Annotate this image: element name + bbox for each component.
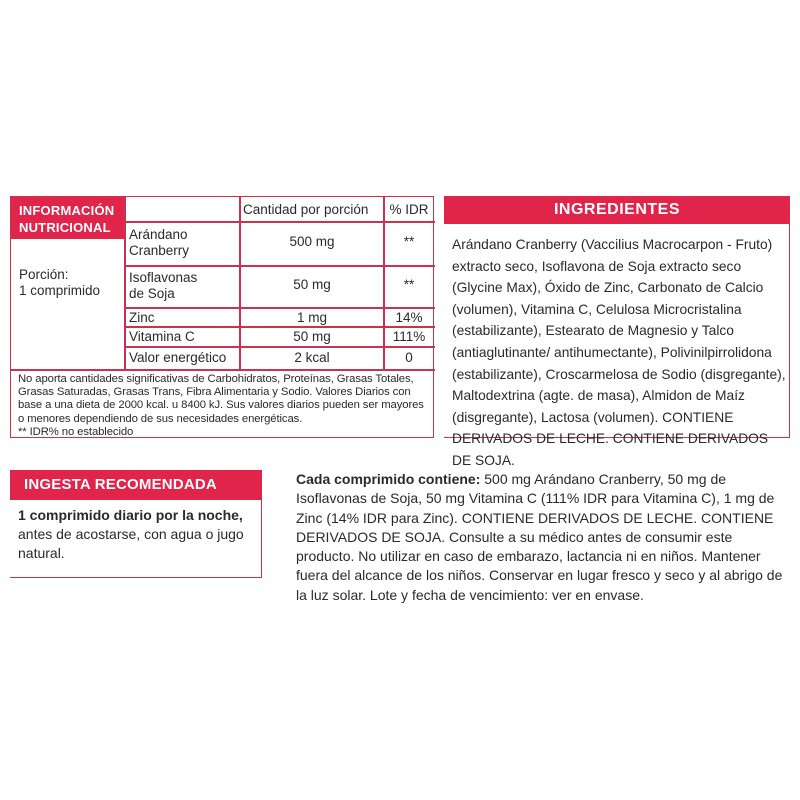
ingesta-title: INGESTA RECOMENDADA bbox=[10, 470, 262, 500]
portion-label: Porción: bbox=[19, 267, 69, 282]
divider bbox=[11, 369, 435, 371]
divider bbox=[124, 265, 435, 267]
column-header-cantidad: Cantidad por porción bbox=[243, 202, 369, 217]
nutrient-amount: 500 mg bbox=[289, 234, 335, 249]
composition-text bbox=[296, 470, 792, 605]
nutrient-name: Zinc bbox=[129, 310, 155, 325]
ingredients-title: INGREDIENTES bbox=[444, 196, 790, 224]
divider bbox=[124, 326, 435, 328]
divider bbox=[124, 307, 435, 309]
nutrient-amount: 2 kcal bbox=[294, 350, 330, 365]
nutrient-name: Valor energético bbox=[129, 350, 227, 365]
nutrition-header bbox=[11, 197, 124, 239]
nutrient-name: Isoflavonas bbox=[129, 270, 198, 285]
nutrient-name: Arándano bbox=[129, 227, 188, 242]
nutrition-footnote bbox=[18, 373, 430, 439]
nutrient-name: de Soja bbox=[129, 286, 175, 301]
nutrient-idr: ** bbox=[403, 234, 415, 249]
column-header-idr: % IDR bbox=[389, 202, 429, 217]
nutrient-idr: ** bbox=[403, 277, 415, 292]
ingesta-bold-text: 1 comprimido diario por la noche, bbox=[18, 507, 243, 523]
nutrient-idr: 0 bbox=[405, 350, 413, 365]
divider bbox=[124, 197, 126, 369]
nutrient-amount: 50 mg bbox=[293, 277, 331, 292]
portion-value: 1 comprimido bbox=[19, 283, 101, 298]
footnote-idr: ** IDR% no establecido bbox=[18, 425, 134, 438]
ingredients-text: Arándano Cranberry (Vaccilius Macrocarpon - Fruto) extracto seco, Isoflavona de Soja extracto seco (Glycine Max), Óxido de Zinc, Carbonato de Calcio (volumen), Vitamina C, Celulosa Microcristalina (estabilizante), Estearato de Magnesio y Talco (antiaglutinante/ antihumectante), Polivinilpirrolidona (estabilizante), Croscarmelosa de Sodio (disgregante), Maltodextrina (agte. de masa), Almidon de Maíz (disgregante), Lactosa (volumen). CONTIENE DERIVADOS DE LECHE. CONTIENE DERIVADOS DE SOJA. bbox=[452, 237, 786, 468]
composition-bold-text: Cada comprimido contiene: bbox=[296, 471, 481, 487]
ingesta-body-text: antes de acostarse, con agua o jugo natural. bbox=[18, 526, 244, 561]
divider bbox=[124, 346, 435, 348]
footnote-text: No aporta cantidades significativas de Carbohidratos, Proteínas, Grasas Totales, Grasas Saturadas, Grasas Trans, Fibra Alimentaria y Sodio. Valores Diarios con base a una dieta de 2000 kcal. u 8400 kJ. Sus valores diarios pueden ser mayores o menores dependiendo de sus necesidades energéticas. bbox=[18, 373, 424, 425]
nutrient-amount: 1 mg bbox=[296, 310, 327, 325]
nutrient-idr: 14% bbox=[395, 310, 423, 325]
nutrient-amount: 50 mg bbox=[293, 329, 331, 344]
nutrition-header-line2: NUTRICIONAL bbox=[19, 220, 111, 235]
nutrient-name: Vitamina C bbox=[129, 329, 195, 344]
ingesta-text bbox=[18, 506, 258, 563]
nutrient-idr: 111% bbox=[392, 329, 426, 344]
nutrition-table bbox=[10, 196, 434, 438]
divider bbox=[124, 221, 435, 223]
nutrient-name: Cranberry bbox=[129, 243, 190, 258]
nutrition-header-line1: INFORMACIÓN bbox=[19, 203, 115, 218]
composition-body-text: 500 mg Arándano Cranberry, 50 mg de Isoflavonas de Soja, 50 mg Vitamina C (111% IDR para Vitamina C), 1 mg de Zinc (14% IDR para Zinc). CONTIENE DERIVADOS DE LECHE. CONTIENE DERIVADOS DE SOJA. Consulte a su médico antes de consumir este producto. No utilizar en caso de embarazo, lactancia ni en niños. Mantener fuera del alcance de los niños. Conservar en lugar fresco y seco y al abrigo de la luz solar. Lote y fecha de vencimiento: ver en envase. bbox=[296, 471, 783, 603]
